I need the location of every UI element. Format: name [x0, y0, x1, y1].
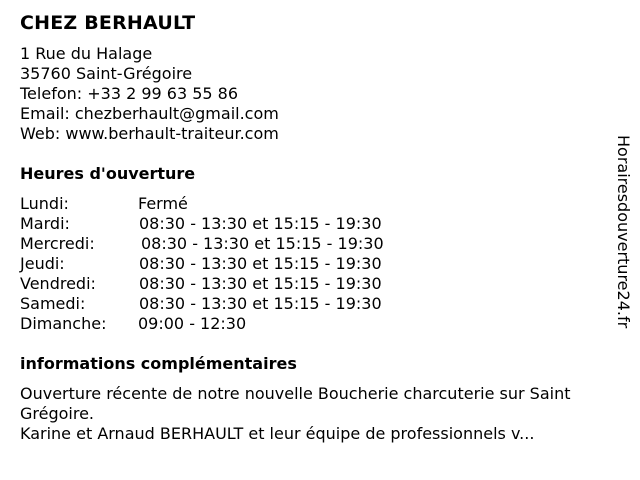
address-street: 1 Rue du Halage [20, 44, 153, 63]
day-label: Jeudi: [20, 254, 65, 273]
hours-value: 08:30 - 13:30 et 15:15 - 19:30 [139, 214, 382, 233]
info-heading: informations complémentaires [20, 354, 297, 373]
hours-heading: Heures d'ouverture [20, 164, 196, 183]
phone-number: Telefon: +33 2 99 63 55 86 [20, 84, 239, 103]
hours-value: 08:30 - 13:30 et 15:15 - 19:30 [139, 294, 382, 313]
day-label: Dimanche: [20, 314, 107, 333]
info-line: Grégoire. [20, 404, 95, 423]
info-line: Ouverture récente de notre nouvelle Boucherie charcuterie sur Saint [20, 384, 571, 403]
day-label: Lundi: [20, 194, 69, 213]
hours-value: 09:00 - 12:30 [138, 314, 247, 333]
email-address: Email: chezberhault@gmail.com [20, 104, 279, 123]
hours-value: 08:30 - 13:30 et 15:15 - 19:30 [139, 254, 382, 273]
website-url: Web: www.berhault-traiteur.com [20, 124, 279, 143]
address-city: 35760 Saint-Grégoire [20, 64, 193, 83]
business-name: CHEZ BERHAULT [20, 12, 196, 34]
site-watermark: Horairesdouverture24.fr [614, 135, 633, 329]
day-label: Mardi: [20, 214, 70, 233]
info-line: Karine et Arnaud BERHAULT et leur équipe de professionnels v... [20, 424, 535, 443]
day-label: Samedi: [20, 294, 86, 313]
contact-block [20, 44, 279, 144]
day-label: Vendredi: [20, 274, 96, 293]
hours-value: Fermé [138, 194, 188, 213]
hours-value: 08:30 - 13:30 et 15:15 - 19:30 [141, 234, 384, 253]
hours-value: 08:30 - 13:30 et 15:15 - 19:30 [139, 274, 382, 293]
info-text [20, 384, 600, 444]
day-label: Mercredi: [20, 234, 95, 253]
